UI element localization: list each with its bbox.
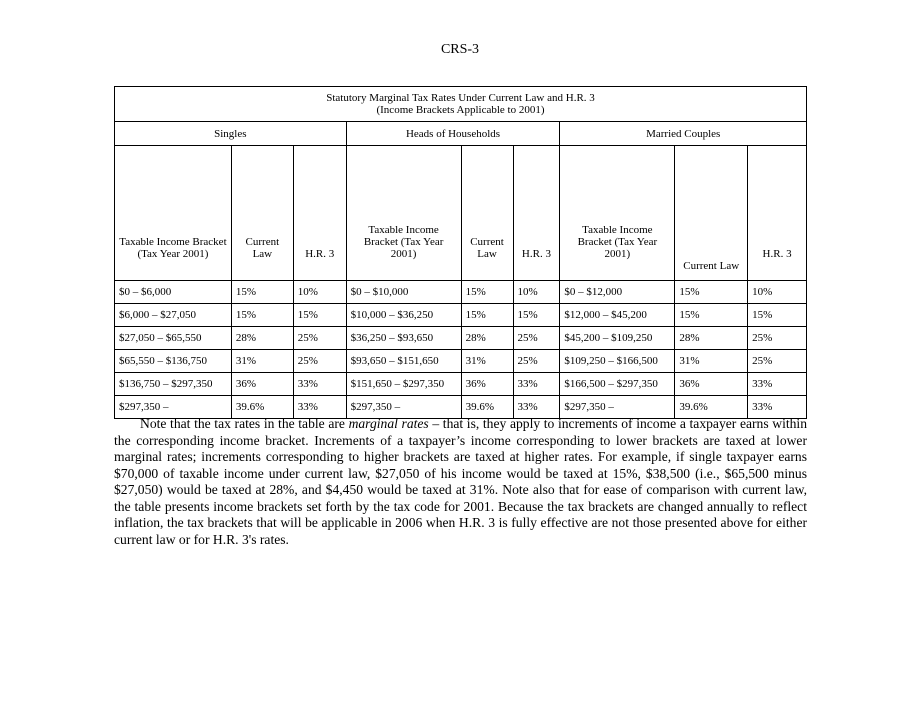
table-cell: $166,500 – $297,350 [560, 373, 675, 396]
col-header-hr3: H.R. 3 [513, 146, 560, 281]
col-header-bracket: Taxable Income Bracket (Tax Year 2001) [560, 146, 675, 281]
col-header-hr3: H.R. 3 [748, 146, 807, 281]
table-cell: 31% [231, 350, 293, 373]
table-cell: $109,250 – $166,500 [560, 350, 675, 373]
table-cell: 25% [513, 350, 560, 373]
table-cell: 28% [461, 327, 513, 350]
table-cell: 10% [513, 281, 560, 304]
table-cell: 28% [231, 327, 293, 350]
table-cell: 10% [293, 281, 346, 304]
table-cell: $151,650 – $297,350 [346, 373, 461, 396]
table-cell: 15% [231, 281, 293, 304]
table-cell: 15% [513, 304, 560, 327]
group-header-heads-of-households: Heads of Households [346, 122, 560, 146]
table-body [115, 281, 807, 419]
table-cell: $0 – $6,000 [115, 281, 232, 304]
table-cell: 15% [231, 304, 293, 327]
table-cell: 25% [513, 327, 560, 350]
col-header-hr3: H.R. 3 [293, 146, 346, 281]
col-header-current-law: Current Law [461, 146, 513, 281]
table-cell: $136,750 – $297,350 [115, 373, 232, 396]
table-cell: 39.6% [231, 396, 293, 419]
table-cell: $0 – $10,000 [346, 281, 461, 304]
table-title-line-2: (Income Brackets Applicable to 2001) [376, 104, 545, 116]
table-cell: 39.6% [461, 396, 513, 419]
table-row [115, 304, 807, 327]
table-title-line-1: Statutory Marginal Tax Rates Under Current Law and H.R. 3 [326, 92, 595, 104]
table-row [115, 327, 807, 350]
table-cell: $36,250 – $93,650 [346, 327, 461, 350]
table-cell: $12,000 – $45,200 [560, 304, 675, 327]
table-title [115, 87, 807, 122]
table-cell: 25% [748, 350, 807, 373]
table-cell: 39.6% [675, 396, 748, 419]
table-cell: 25% [748, 327, 807, 350]
table-cell: 36% [231, 373, 293, 396]
table-cell: 25% [293, 327, 346, 350]
group-header-married-couples: Married Couples [560, 122, 807, 146]
table-cell: 10% [748, 281, 807, 304]
table-cell: 25% [293, 350, 346, 373]
table-cell: 33% [293, 373, 346, 396]
table-cell: $297,350 – [115, 396, 232, 419]
table-cell: 36% [675, 373, 748, 396]
tax-rates-table [114, 86, 807, 419]
table-cell: 31% [461, 350, 513, 373]
table-cell: 28% [675, 327, 748, 350]
table-cell: $297,350 – [346, 396, 461, 419]
table-cell: $65,550 – $136,750 [115, 350, 232, 373]
table-cell: $93,650 – $151,650 [346, 350, 461, 373]
table-cell: $45,200 – $109,250 [560, 327, 675, 350]
table-cell: 36% [461, 373, 513, 396]
table-cell: 33% [748, 396, 807, 419]
table-cell: 33% [513, 373, 560, 396]
col-header-bracket: Taxable Income Bracket (Tax Year 2001) [115, 146, 232, 281]
table-row [115, 373, 807, 396]
explanatory-paragraph [114, 416, 807, 548]
table-row [115, 350, 807, 373]
col-header-current-law: Current Law [675, 146, 748, 281]
paragraph-text-1: Note that the tax rates in the table are [140, 416, 349, 431]
table-row [115, 281, 807, 304]
table-cell: $297,350 – [560, 396, 675, 419]
col-header-current-law: Current Law [231, 146, 293, 281]
table-cell: 15% [461, 281, 513, 304]
table-cell: 15% [293, 304, 346, 327]
table-cell: 15% [675, 281, 748, 304]
page-header: CRS-3 [440, 42, 480, 57]
paragraph-emphasis: marginal rates [348, 416, 429, 431]
col-header-bracket: Taxable Income Bracket (Tax Year 2001) [346, 146, 461, 281]
table-cell: 15% [461, 304, 513, 327]
table-cell: $27,050 – $65,550 [115, 327, 232, 350]
group-header-singles: Singles [115, 122, 347, 146]
table-cell: 33% [748, 373, 807, 396]
table-cell: $6,000 – $27,050 [115, 304, 232, 327]
table-cell: 33% [293, 396, 346, 419]
table-cell: $0 – $12,000 [560, 281, 675, 304]
table-cell: $10,000 – $36,250 [346, 304, 461, 327]
table-cell: 33% [513, 396, 560, 419]
table-cell: 15% [675, 304, 748, 327]
table-cell: 15% [748, 304, 807, 327]
paragraph-text-2: – that is, they apply to increments of income a taxpayer earns within the corresponding income bracket. Increments of a taxpayer’s income corresponding to lower brackets are taxed at lower marginal rates; increments corresponding to higher brackets are taxed at higher rates. For example, if single taxpayer earns $70,000 of taxable income under current law, $27,050 of his income would be taxed at 15%, $38,500 (i.e., $65,500 minus $27,050) would be taxed at 28%, and $4,450 would be taxed at 31%. Note also that for ease of comparison with current law, the table presents income brackets set forth by the tax code for 2001. Because the tax brackets are changed annually to reflect inflation, the tax brackets that will be applicable in 2006 when H.R. 3 is fully effective are not those presented above for either current law or for H.R. 3's rates. [114, 416, 807, 547]
table-cell: 31% [675, 350, 748, 373]
